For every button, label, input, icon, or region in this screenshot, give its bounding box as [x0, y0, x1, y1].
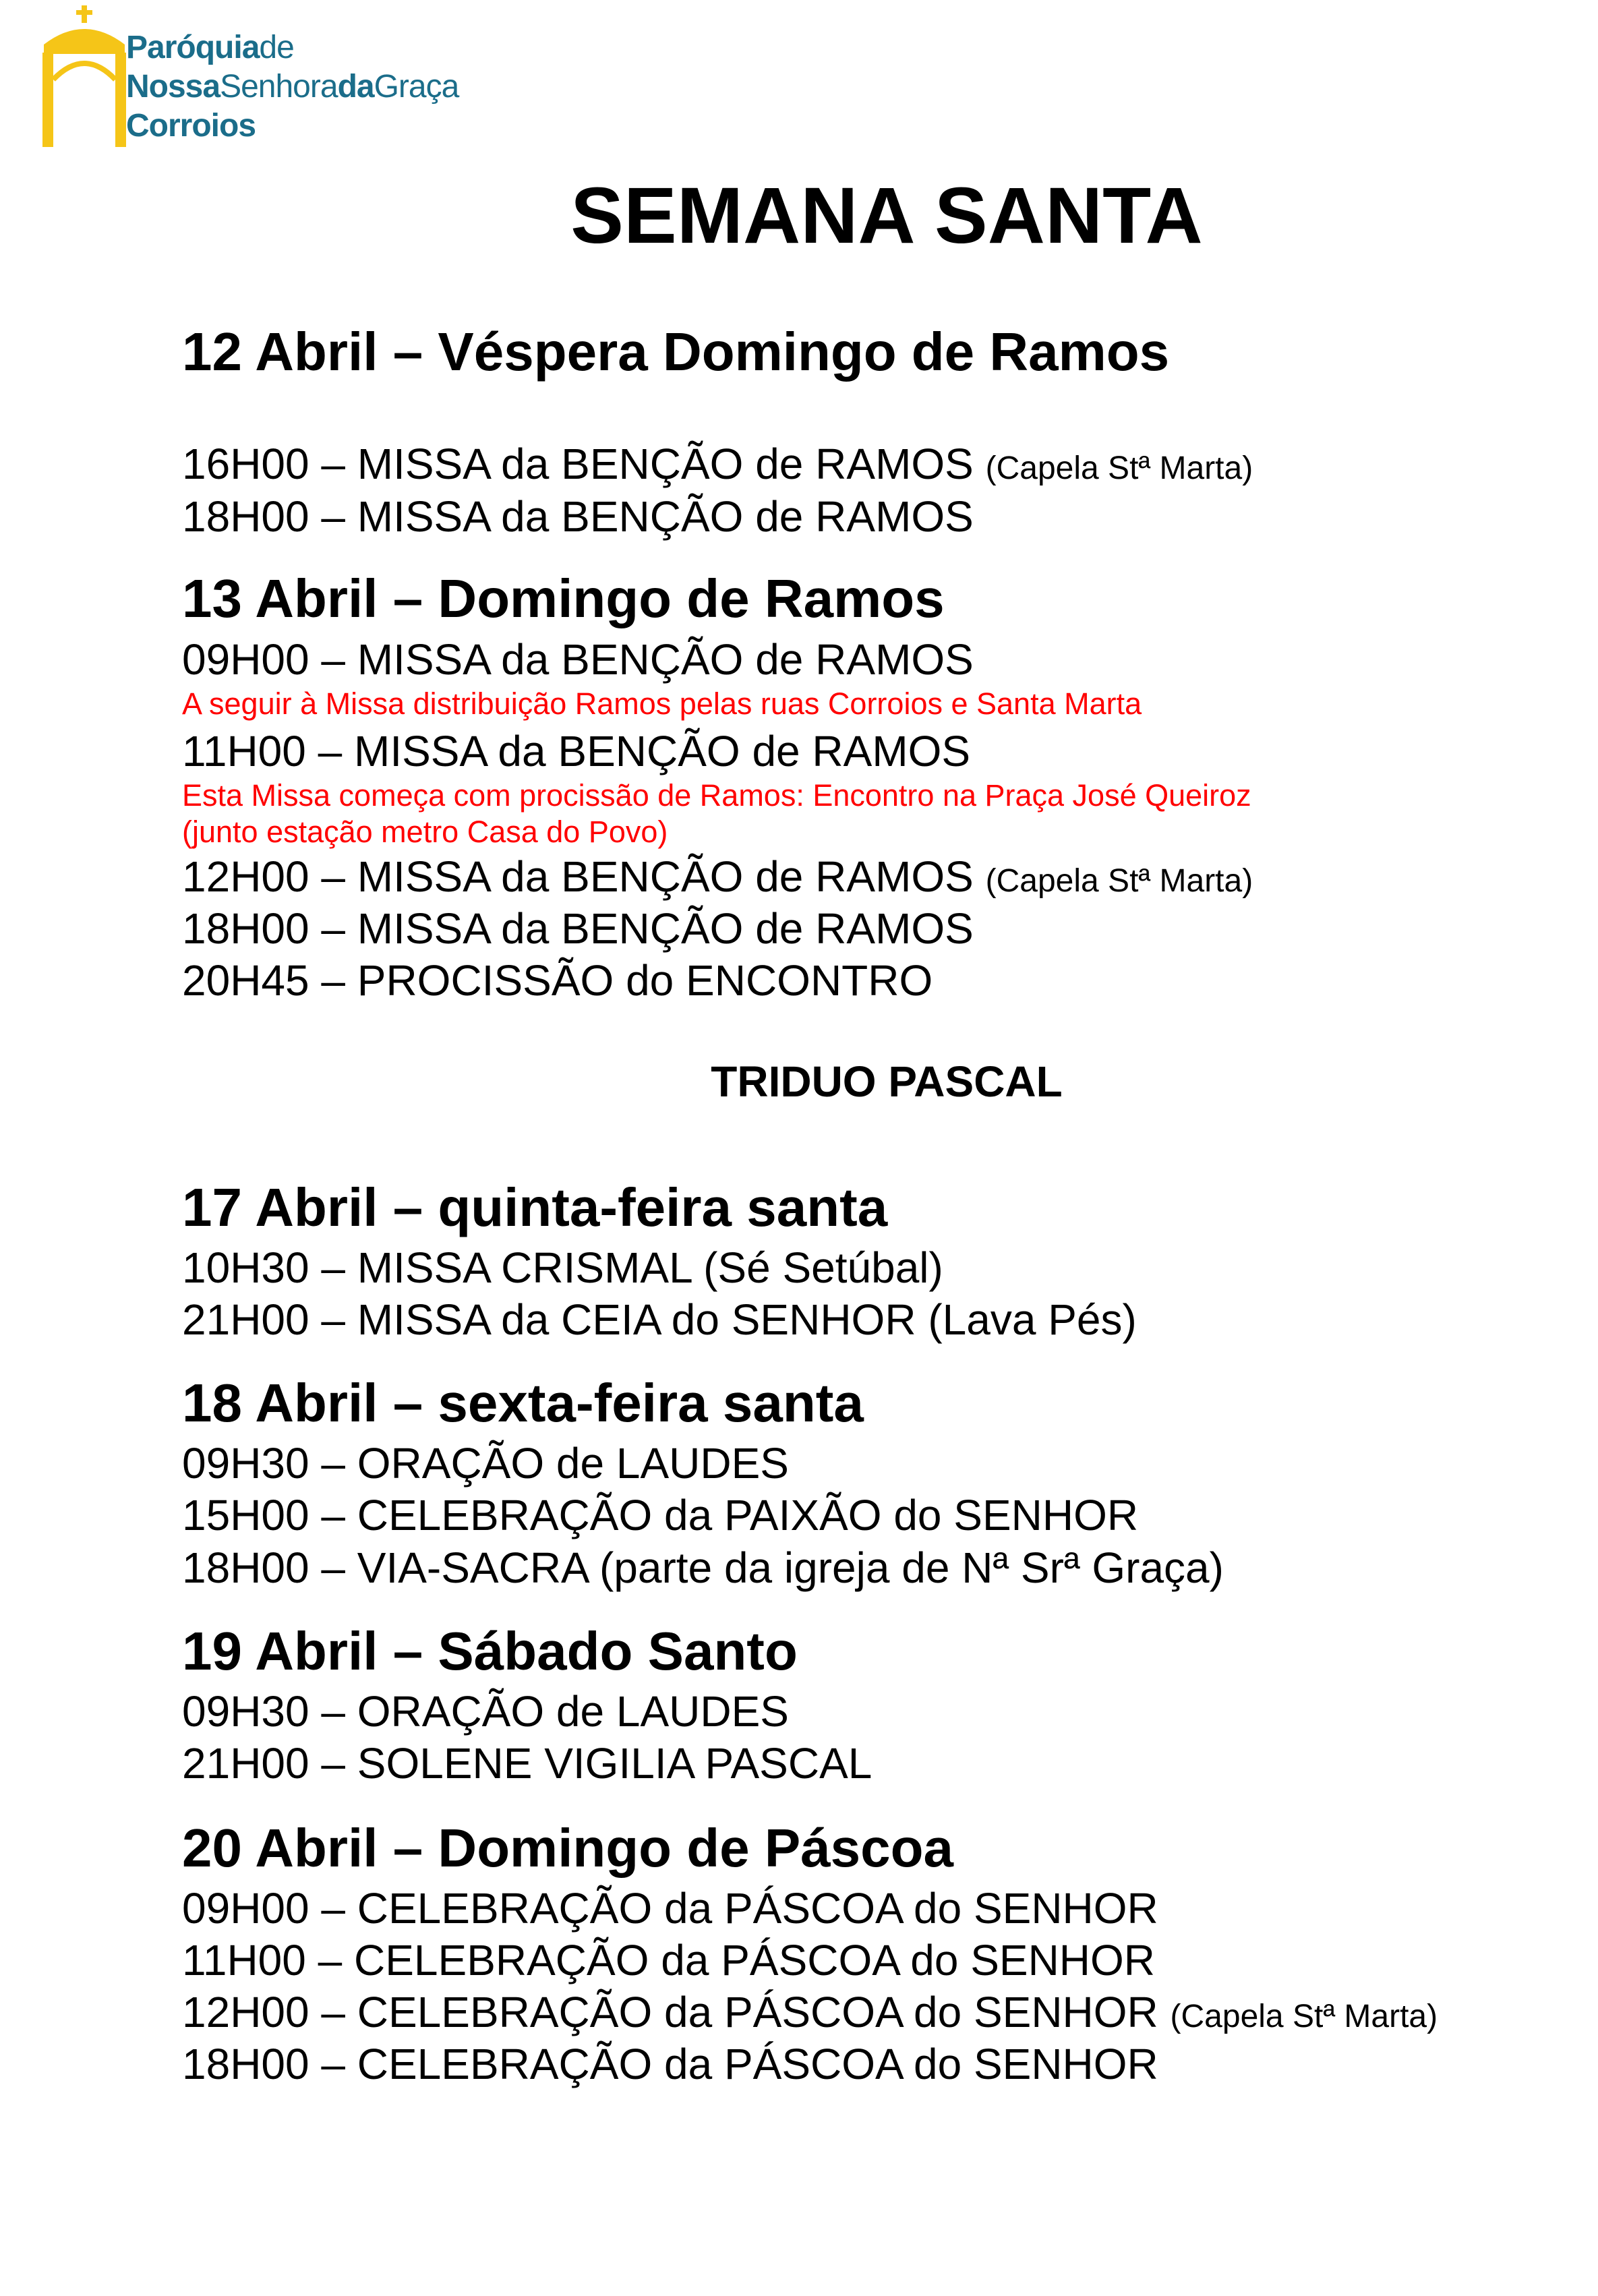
schedule-row: 21H00 – SOLENE VIGILIA PASCAL	[182, 1739, 872, 1788]
schedule-row: 10H30 – MISSA CRISMAL (Sé Setúbal)	[182, 1243, 943, 1292]
day-heading: 12 Abril – Véspera Domingo de Ramos	[182, 322, 1170, 382]
schedule-row: 11H00 – MISSA da BENÇÃO de RAMOS	[182, 727, 971, 775]
schedule-row: 11H00 – CELEBRAÇÃO da PÁSCOA do SENHOR	[182, 1936, 1155, 1984]
red-note: A seguir à Missa distribuição Ramos pelas ruas Corroios e Santa Marta	[182, 686, 1142, 721]
parish-logo	[37, 5, 576, 150]
schedule-row: 09H00 – MISSA da BENÇÃO de RAMOS	[182, 635, 974, 684]
schedule-row: 18H00 – MISSA da BENÇÃO de RAMOS	[182, 904, 974, 953]
schedule-row: 21H00 – MISSA da CEIA do SENHOR (Lava Pés)	[182, 1295, 1137, 1344]
section-title: TRIDUO PASCAL	[711, 1057, 1063, 1106]
day-heading: 19 Abril – Sábado Santo	[182, 1621, 798, 1681]
schedule-row: 18H00 – CELEBRAÇÃO da PÁSCOA do SENHOR	[182, 2040, 1158, 2088]
schedule-row: 18H00 – VIA-SACRA (parte da igreja de Nª Srª Graça)	[182, 1543, 1224, 1592]
day-heading: 20 Abril – Domingo de Páscoa	[182, 1818, 954, 1878]
schedule-row: 20H45 – PROCISSÃO do ENCONTRO	[182, 956, 933, 1005]
schedule-row: 09H30 – ORAÇÃO de LAUDES	[182, 1687, 789, 1736]
schedule-row: 18H00 – MISSA da BENÇÃO de RAMOS	[182, 492, 974, 541]
logo-line-1: Paróquiade	[126, 30, 294, 65]
day-heading: 17 Abril – quinta-feira santa	[182, 1177, 888, 1237]
logo-line-2: NossaSenhoradaGraça	[126, 69, 459, 105]
schedule-row: 16H00 – MISSA da BENÇÃO de RAMOS (Capela Stª Marta)	[182, 440, 1253, 488]
day-heading: 18 Abril – sexta-feira santa	[182, 1373, 864, 1433]
schedule-row: 12H00 – CELEBRAÇÃO da PÁSCOA do SENHOR (Capela Stª Marta)	[182, 1988, 1438, 2036]
schedule-row: 09H30 – ORAÇÃO de LAUDES	[182, 1439, 789, 1488]
church-arch-icon	[37, 5, 131, 147]
red-note: (junto estação metro Casa do Povo)	[182, 815, 668, 849]
logo-line-3: Corroios	[126, 108, 256, 144]
schedule-row: 09H00 – CELEBRAÇÃO da PÁSCOA do SENHOR	[182, 1884, 1158, 1933]
schedule-row: 12H00 – MISSA da BENÇÃO de RAMOS (Capela Stª Marta)	[182, 852, 1253, 901]
day-heading: 13 Abril – Domingo de Ramos	[182, 568, 945, 628]
red-note: Esta Missa começa com procissão de Ramos: Encontro na Praça José Queiroz	[182, 778, 1251, 813]
page-title: SEMANA SANTA	[570, 171, 1203, 260]
schedule-row: 15H00 – CELEBRAÇÃO da PAIXÃO do SENHOR	[182, 1491, 1139, 1539]
